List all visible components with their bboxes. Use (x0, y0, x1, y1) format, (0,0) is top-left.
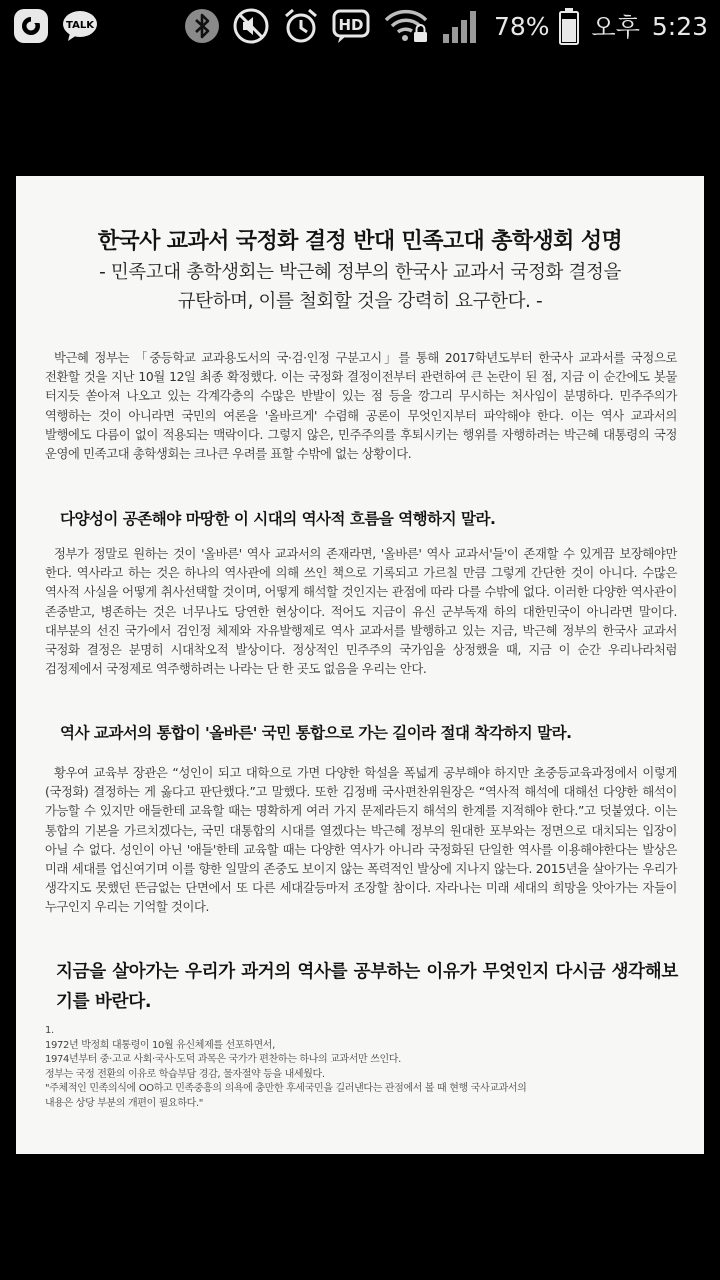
document-title: 한국사 교과서 국정화 결정 반대 민족고대 총학생회 성명 (97, 229, 623, 254)
hd-label: HD (338, 16, 364, 34)
battery-percent: 78% (493, 11, 550, 41)
footnote-line: 정부는 국정 전환의 이유로 학습부담 경감, 물자절약 등을 내세웠다. (45, 1068, 325, 1080)
section-heading-diversity: 다양성이 공존해야 마땅한 이 시대의 역사적 흐름을 역행하지 말라. (60, 510, 496, 528)
alarm-icon (282, 7, 320, 45)
notification-icons (12, 8, 110, 44)
kakaotalk-icon (62, 9, 98, 43)
clock-ampm: 오후 (591, 13, 640, 42)
footnotes (45, 1024, 685, 1112)
signal-icon (442, 8, 482, 44)
paragraph-diversity: 정부가 정말로 원하는 것이 '올바른' 역사 교과서의 존재라면, '올바른' 역사 교과서'들'이 존재할 수 있게끔 보장해야만 한다. 역사라고 하는 것은 하나의 역사관에 의해 쓰인 책으로 기록되고 가르칠 만큼 그렇게 간단한 것이 아니다. 수많은 역사적 사실을 어떻게 취사선택할 것이며, 어떻게 해석할 것인지는 관점에 따라 다를 수밖에 없다. 이러한 다양한 역사관이 존중받고, 병존하는 것은 너무나도 당연한 현상이다. 적어도 지금이 유신 군부독재 하의 대한민국이 아니라면 말이다. 대부분의 선진 국가에서 검인정 체제와 자유발행제로 역사 교과서를 발행하고 있는 지금, 박근혜 정부의 한국사 교과서 국정화 결정은 분명히 시대착오적 발상이다. 정상적인 민주주의 국가임을 상정했을 때, 지금 이 순간 우리나라처럼 검정제에서 국정제로 역주행하려는 나라는 단 한 곳도 없음을 우리는 안다. (45, 547, 677, 677)
section-heading-integration: 역사 교과서의 통합이 '올바른' 국민 통합으로 가는 길이라 절대 착각하지 말라. (60, 724, 572, 742)
footnote-line: "주체적인 민족의식에 OO하고 민족중흥의 의욕에 충만한 후세국민을 길러낸다는 관점에서 볼 때 현행 국사교과서의 (45, 1083, 527, 1095)
battery-icon (558, 7, 580, 45)
clock-time: 5:23 (651, 11, 708, 41)
wifi-locked-icon (384, 8, 430, 44)
talk-label: TALK (66, 20, 94, 31)
footnote-line: 1972년 박정희 대통령이 10월 유신체제를 선포하면서, (45, 1039, 275, 1051)
subtitle-line: 규탄하며, 이를 철회할 것을 강력히 요구한다. - (177, 291, 543, 312)
subtitle-line: - 민족고대 총학생회는 박근혜 정부의 한국사 교과서 국정화 결정을 (99, 262, 621, 283)
bluetooth-icon (184, 8, 220, 44)
hd-voice-icon (332, 8, 372, 44)
document-subtitle (16, 258, 704, 316)
footnote-line: 1974년부터 중·고교 사회·국사·도덕 과목은 국가가 편찬하는 하나의 교과서만 쓰인다. (45, 1054, 401, 1066)
system-status (184, 8, 708, 44)
closing-statement: 지금을 살아가는 우리가 과거의 역사를 공부하는 이유가 무엇인지 다시금 생각해보기를 바란다. (56, 962, 678, 1012)
footnote-line: 1. (45, 1025, 54, 1036)
statement-document (16, 176, 704, 1154)
status-bar (0, 0, 720, 52)
footnote-line: 내용은 상당 부분의 개편이 필요하다." (45, 1097, 204, 1109)
kakao-o-icon (12, 7, 50, 45)
mute-icon (232, 7, 270, 45)
paragraph-integration: 황우여 교육부 장관은 “성인이 되고 대학으로 가면 다양한 학설을 폭넓게 공부해야 하지만 초중등교육과정에서 이렇게(국정화) 결정하는 게 옳다고 판단했다.”고 말했다. 또한 김정배 국사편찬위원장은 “역사적 해석에 대해선 다양한 해석이 가능할 수 있지만 애들한테 교육할 때는 명확하게 여러 가지 문제라든지 해석의 한계를 지적해야 한다.”고 덧붙였다. 이는 통합의 기본을 가르치겠다는, 국민 대통합의 시대를 열겠다는 박근혜 정부의 원대한 포부와는 정면으로 대치되는 입장이 아닐 수 없다. 성인이 아닌 '애들'한테 교육할 때는 다양한 역사가 아니라 국정화된 단일한 역사를 이용해야한다는 발상은 미래 세대를 업신여기며 이를 향한 일말의 존중도 보이지 않는 폭력적인 발상에 지나지 않는다. 2015년을 살아가는 우리가 생각지도 못했던 뜬금없는 단면에서 또 다른 세대갈등마저 조장할 참이다. 자라나는 미래 세대의 희망을 앗아가는 자들이 누구인지 우리는 기억할 것이다. (45, 766, 677, 915)
paragraph-intro: 박근혜 정부는 「중등학교 교과용도서의 국·검·인정 구분고시」를 통해 2017학년도부터 한국사 교과서를 국정으로 전환할 것을 지난 10월 12일 최종 확정했다. 이는 국정화 결정이전부터 관련하여 큰 논란이 된 점, 지금 이 순간에도 봇물 터지듯 쏟아져 나오고 있는 각계각층의 수많은 반발이 있는 점 등을 깡그리 무시하는 처사임이 분명하다. 민주주의가 역행하는 것이 아니라면 국민의 여론을 '올바르게' 수렴해 공론이 무엇인지부터 파악해야 한다. 이는 역사 교과서의 발행에도 다름이 없이 적용되는 맥락이다. 그렇지 않은, 민주주의를 후퇴시키는 행위를 자행하려는 박근혜 대통령의 국정 운영에 민족고대 총학생회는 크나큰 우려를 표할 수밖에 없는 상황이다. (45, 351, 677, 462)
